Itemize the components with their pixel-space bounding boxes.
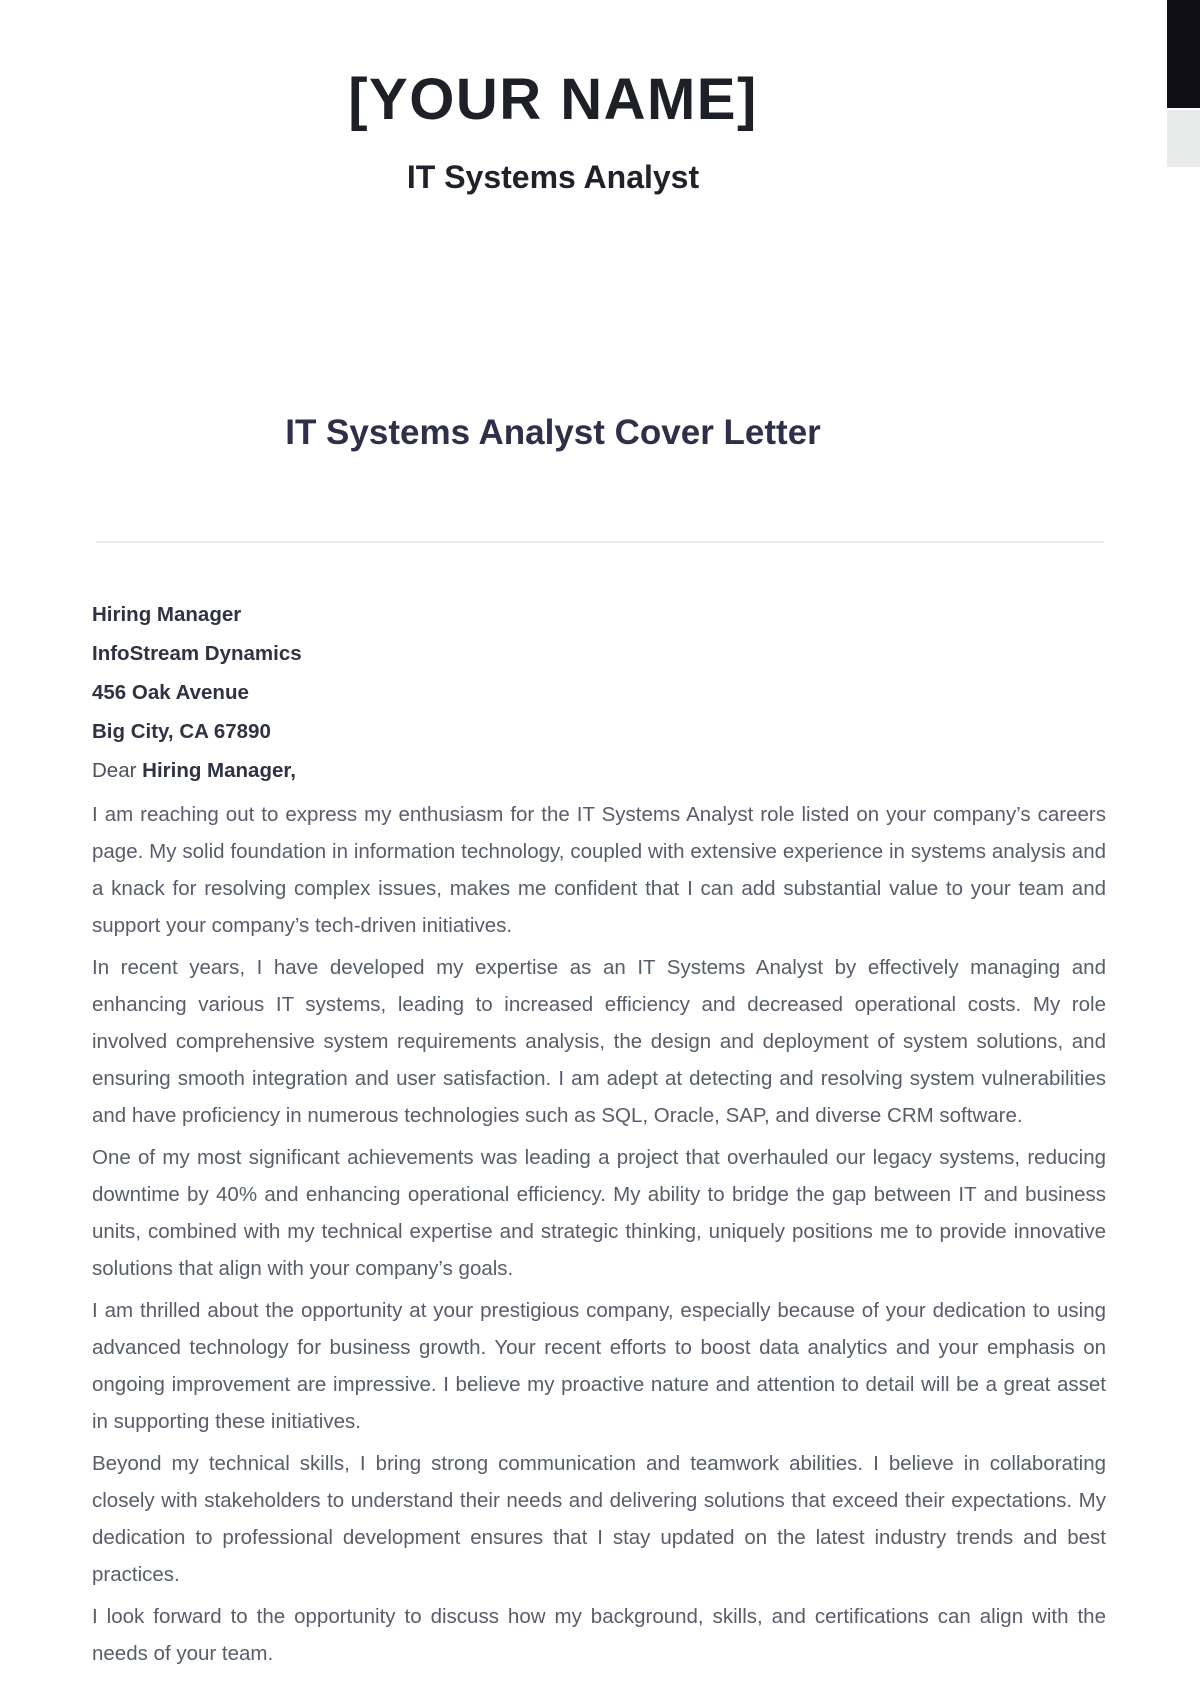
letter-paragraph: I am thrilled about the opportunity at your prestigious company, especially because of your dedication to using advanced technology for business growth. Your recent efforts to boost data analytics and your emphasis on ongoing improvement are impressive. I believe my proactive nature and attention to detail will be a great asset in supporting these initiatives. bbox=[92, 1299, 1106, 1433]
page-title: IT Systems Analyst Cover Letter bbox=[285, 413, 821, 452]
salutation-prefix: Dear bbox=[92, 759, 143, 782]
letter-paragraph: Beyond my technical skills, I bring strong communication and teamwork abilities. I believe in collaborating closely with stakeholders to understand their needs and delivering solutions that exceed their expectations. My dedication to professional development ensures that I stay updated on the latest industry trends and best practices. bbox=[92, 1452, 1106, 1586]
letter-paragraph: I am reaching out to express my enthusiasm for the IT Systems Analyst role listed on your company’s careers page. My solid foundation in information technology, coupled with extensive experience in systems analysis and a knack for resolving complex issues, makes me confident that I can add substantial value to your team and support your company’s tech-driven initiatives. bbox=[92, 803, 1106, 937]
recipient-line: Big City, CA 67890 bbox=[92, 720, 271, 743]
candidate-name: [YOUR NAME] bbox=[348, 67, 758, 132]
salutation-name: Hiring Manager, bbox=[142, 759, 296, 782]
letter-paragraph: In recent years, I have developed my expertise as an IT Systems Analyst by effectively managing and enhancing various IT systems, leading to increased efficiency and decreased operational costs. My role involved comprehensive system requirements analysis, the design and deployment of system solutions, and ensuring smooth integration and user satisfaction. I am adept at detecting and resolving system vulnerabilities and have proficiency in numerous technologies such as SQL, Oracle, SAP, and diverse CRM software. bbox=[92, 956, 1106, 1127]
letter-paragraphs bbox=[92, 796, 1106, 1672]
candidate-role: IT Systems Analyst bbox=[406, 159, 700, 195]
letter-paragraph: One of my most significant achievements was leading a project that overhauled our legacy systems, reducing downtime by 40% and enhancing operational efficiency. My ability to bridge the gap between IT and business units, combined with my technical expertise and strategic thinking, uniquely positions me to provide innovative solutions that align with your company’s goals. bbox=[92, 1146, 1106, 1280]
scrollbar-track-segment[interactable] bbox=[1167, 110, 1200, 167]
letter-paragraph: I look forward to the opportunity to discuss how my background, skills, and certifications can align with the needs of your team. bbox=[92, 1605, 1106, 1665]
recipient-line: 456 Oak Avenue bbox=[92, 681, 249, 704]
letter-body bbox=[92, 543, 1106, 1672]
recipient-line: InfoStream Dynamics bbox=[92, 642, 302, 665]
scrollbar-thumb[interactable] bbox=[1167, 0, 1200, 108]
recipient-line: Hiring Manager bbox=[92, 603, 242, 626]
recipient-block bbox=[92, 595, 1106, 751]
salutation bbox=[92, 751, 1106, 790]
letterhead bbox=[0, 0, 1106, 194]
